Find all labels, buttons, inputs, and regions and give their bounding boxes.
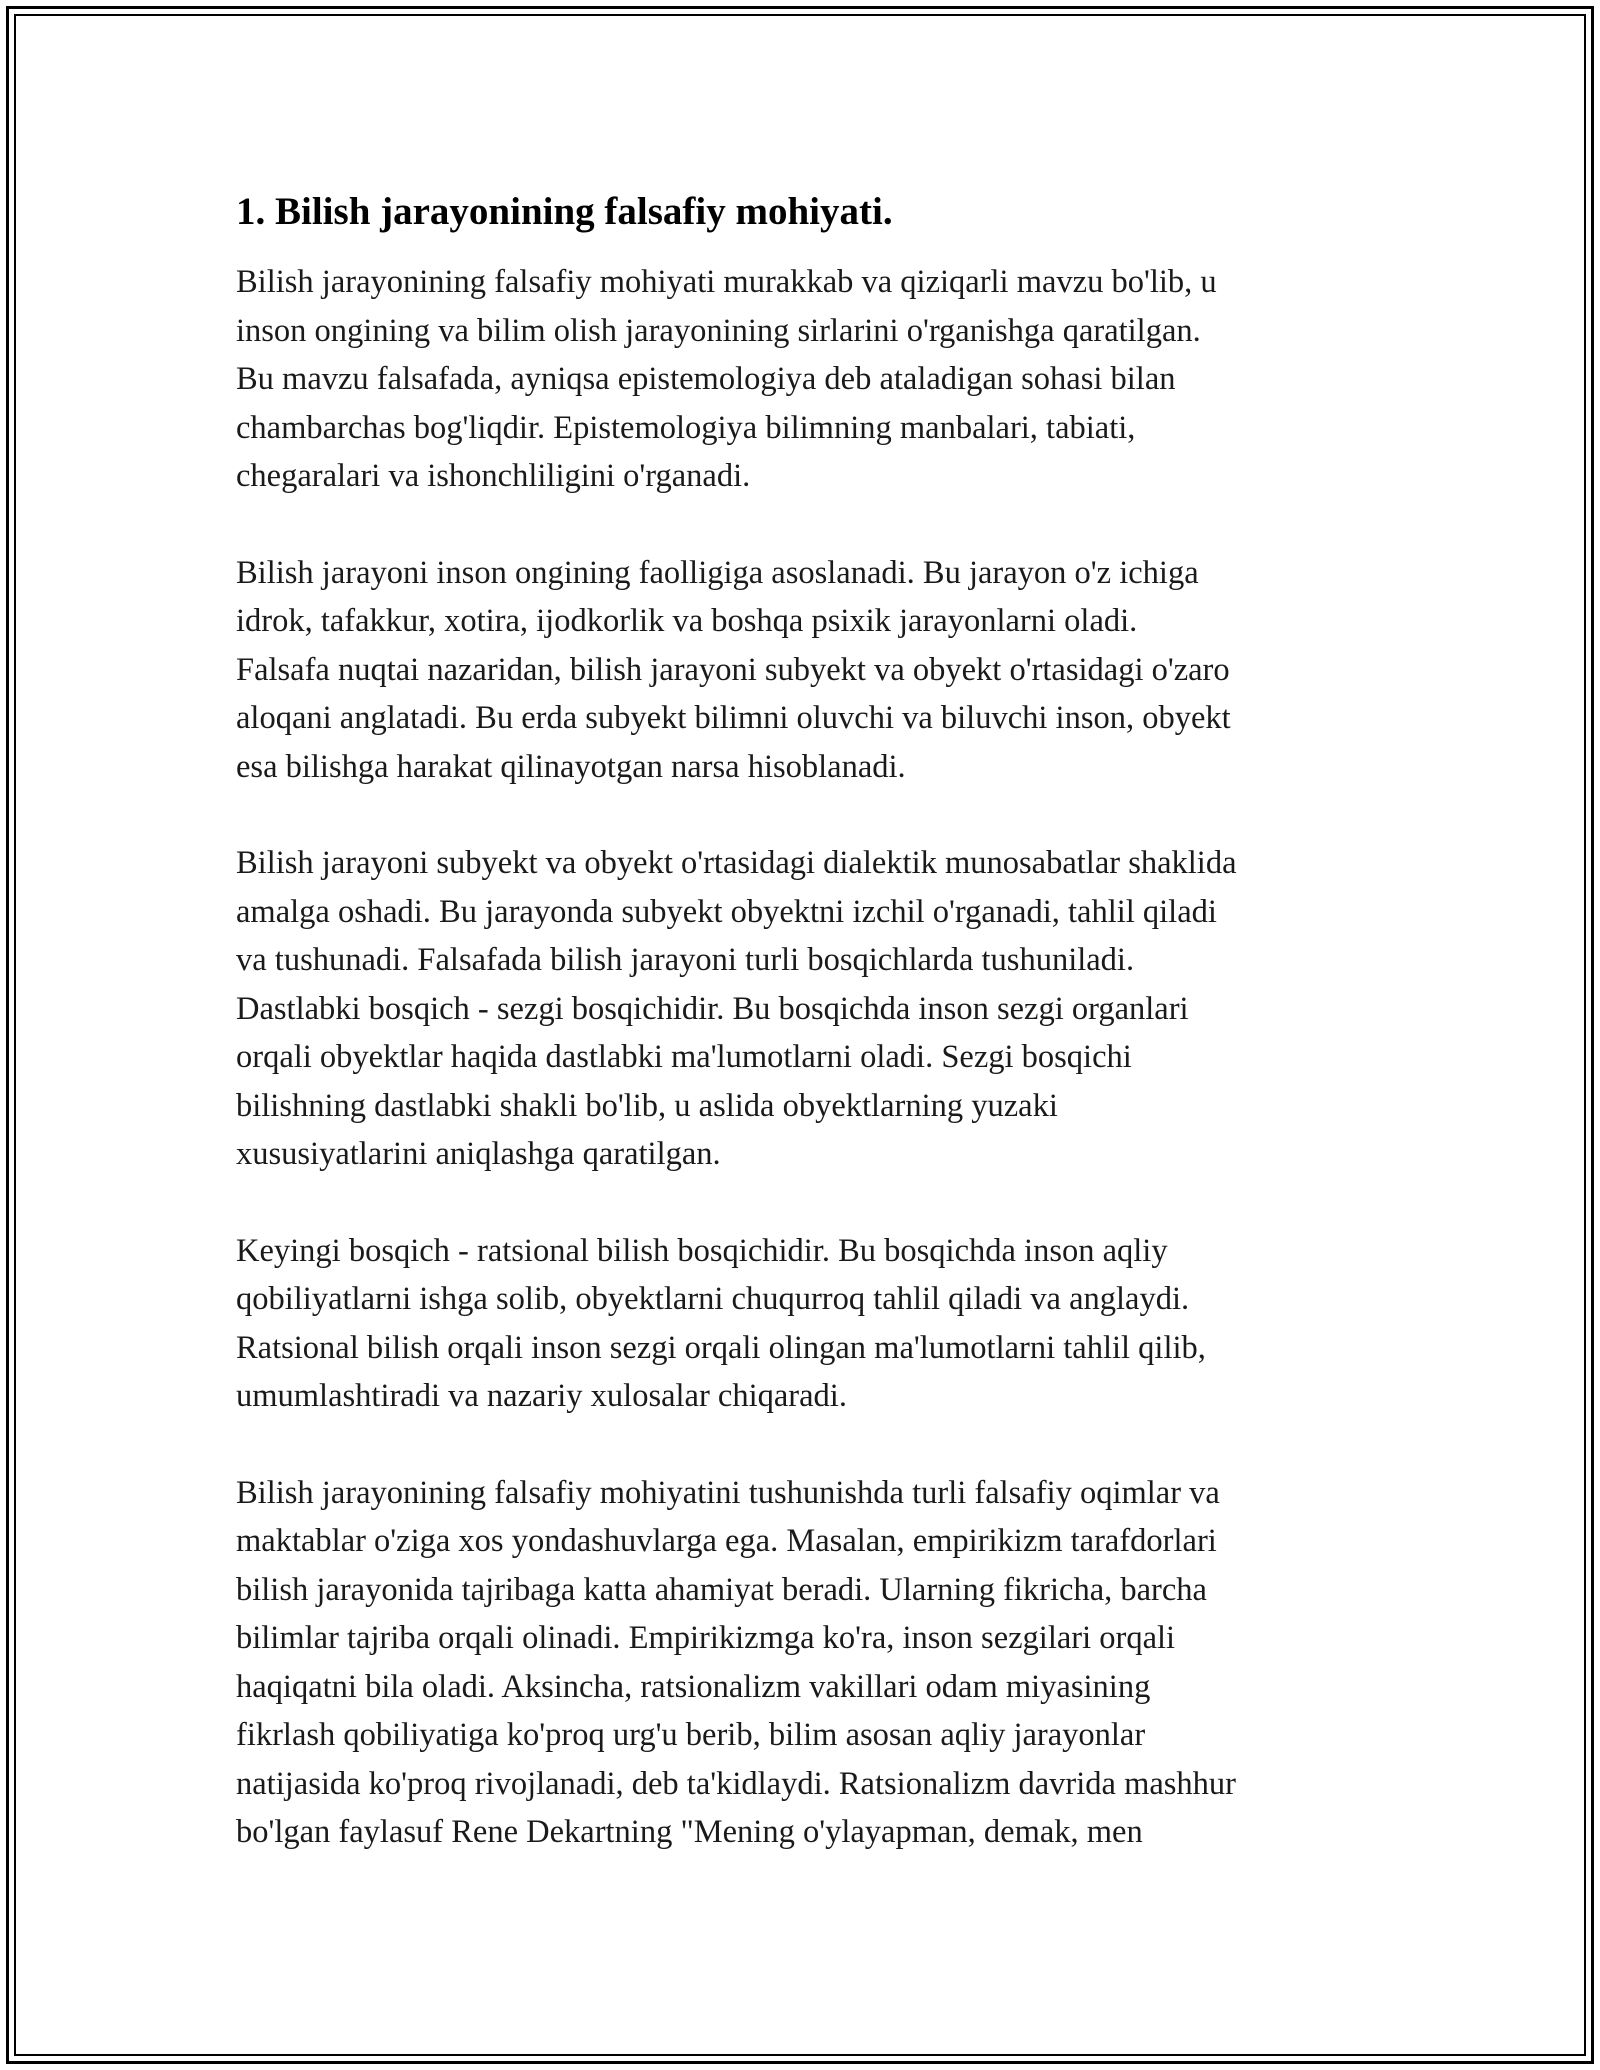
paragraph-line: umumlashtiradi va nazariy xulosalar chiqaradi.: [236, 1378, 847, 1414]
paragraph-line: amalga oshadi. Bu jarayonda subyekt obyektni izchil o'rganadi, tahlil qiladi: [236, 893, 1217, 930]
section-heading: 1. Bilish jarayonining falsafiy mohiyati.: [236, 190, 893, 233]
paragraph-4: [236, 1227, 1376, 1421]
paragraph-line: Bu mavzu falsafada, ayniqsa epistemologiya deb ataladigan sohasi bilan: [236, 361, 1176, 397]
paragraph-line: bilish jarayonida tajribaga katta ahamiyat beradi. Ularning fikricha, barcha: [236, 1571, 1207, 1608]
paragraph-line: chambarchas bog'liqdir. Epistemologiya bilimning manbalari, tabiati,: [236, 409, 1136, 446]
paragraph-line: idrok, tafakkur, xotira, ijodkorlik va boshqa psixik jarayonlarni oladi.: [236, 603, 1138, 639]
paragraph-line: bilishning dastlabki shakli bo'lib, u aslida obyektlarning yuzaki: [236, 1087, 1058, 1124]
paragraph-line: Keyingi bosqich - ratsional bilish bosqichidir. Bu bosqichda inson aqliy: [236, 1232, 1168, 1269]
paragraph-line: Bilish jarayoni inson ongining faolligiga asoslanadi. Bu jarayon o'z ichiga: [236, 554, 1199, 591]
paragraph-line: orqali obyektlar haqida dastlabki ma'lumotlarni oladi. Sezgi bosqichi: [236, 1039, 1132, 1075]
paragraph-line: va tushunadi. Falsafada bilish jarayoni turli bosqichlarda tushuniladi.: [236, 942, 1135, 978]
paragraph-line: Bilish jarayonining falsafiy mohiyati murakkab va qiziqarli mavzu bo'lib, u: [236, 264, 1217, 300]
paragraph-line: natijasida ko'proq rivojlanadi, deb ta'kidlaydi. Ratsionalizm davrida mashhur: [236, 1765, 1237, 1802]
paragraph-line: Falsafa nuqtai nazaridan, bilish jarayoni subyekt va obyekt o'rtasidagi o'zaro: [236, 651, 1230, 688]
paragraph-line: maktablar o'ziga xos yondashuvlarga ega. Masalan, empirikizm tarafdorlari: [236, 1523, 1217, 1559]
paragraph-3: [236, 839, 1376, 1179]
paragraph-1: [236, 258, 1376, 501]
paragraph-line: Bilish jarayonining falsafiy mohiyatini tushunishda turli falsafiy oqimlar va: [236, 1474, 1220, 1511]
paragraph-line: bo'lgan faylasuf Rene Dekartning "Mening o'ylayapman, demak, men: [236, 1814, 1143, 1850]
document-content: [236, 188, 1376, 1905]
paragraph-line: fikrlash qobiliyatiga ko'proq urg'u berib, bilim asosan aqliy jarayonlar: [236, 1717, 1146, 1753]
paragraph-2: [236, 549, 1376, 792]
paragraph-line: Ratsional bilish orqali inson sezgi orqali olingan ma'lumotlarni tahlil qilib,: [236, 1329, 1206, 1366]
paragraph-line: esa bilishga harakat qilinayotgan narsa hisoblanadi.: [236, 748, 906, 785]
paragraph-line: xususiyatlarini aniqlashga qaratilgan.: [236, 1136, 721, 1172]
paragraph-line: Dastlabki bosqich - sezgi bosqichidir. Bu bosqichda inson sezgi organlari: [236, 990, 1189, 1027]
paragraph-5: [236, 1469, 1376, 1857]
paragraph-line: Bilish jarayoni subyekt va obyekt o'rtasidagi dialektik munosabatlar shaklida: [236, 845, 1237, 881]
paragraph-line: chegaralari va ishonchliligini o'rganadi.: [236, 458, 751, 494]
paragraph-line: aloqani anglatadi. Bu erda subyekt bilimni oluvchi va biluvchi inson, obyekt: [236, 700, 1231, 736]
paragraph-line: bilimlar tajriba orqali olinadi. Empirikizmga ko'ra, inson sezgilari orqali: [236, 1620, 1176, 1656]
paragraph-line: qobiliyatlarni ishga solib, obyektlarni chuqurroq tahlil qiladi va anglaydi.: [236, 1281, 1190, 1317]
paragraph-line: inson ongining va bilim olish jarayonining sirlarini o'rganishga qaratilgan.: [236, 312, 1201, 349]
paragraph-line: haqiqatni bila oladi. Aksincha, ratsionalizm vakillari odam miyasining: [236, 1668, 1151, 1705]
